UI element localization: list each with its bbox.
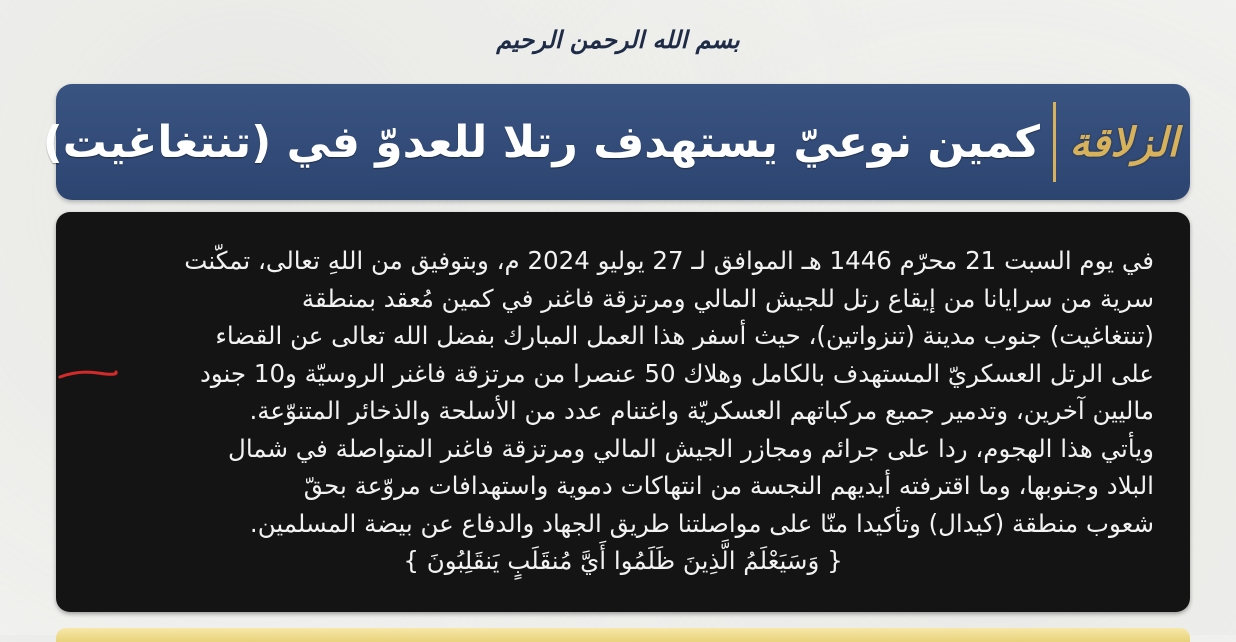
al-zallaqa-logo: [1069, 94, 1179, 190]
statement-box: [56, 212, 1190, 612]
title-banner: [42, 84, 1190, 200]
bottom-panel-edge: [56, 628, 1190, 642]
statement-line: سرية من سرايانا من إيقاع رتل للجيش المالي ومرتزقة فاغنر في كمين مُعقد بمنطقة: [301, 283, 1154, 313]
logo-text: الزلاقة: [1069, 118, 1179, 166]
quran-quote: { وَسَيَعْلَمُ الَّذِينَ ظَلَمُوا أَيَّ مُنقَلَبٍ يَنقَلِبُونَ }: [403, 546, 843, 575]
statement-line: ماليين آخرين، وتدمير جميع مركباتهم العسكريّة واغتنام عدد من الأسلحة والذخائر المتنوّعة.: [249, 396, 1154, 425]
statement-line: في يوم السبت 21 محرّم 1446 هـ الموافق لـ 27 يوليو 2024 م، وبتوفيق من اللهِ تعالى، تمكّنت: [184, 246, 1154, 275]
statement-line: البلاد وجنوبها، وما اقترفته أيديهم النجسة من انتهاكات دموية واستهدافات مروّعة بحقّ: [303, 471, 1154, 500]
page-title: كمين نوعيّ يستهدف رتلا للعدوّ في (تنتغاغيت): [42, 116, 1040, 168]
title-divider: [1053, 102, 1056, 182]
statement-line: على الرتل العسكريّ المستهدف بالكامل وهلاك 50 عنصرا من مرتزقة فاغنر الروسيّة و10 جنود: [199, 358, 1154, 388]
statement-line: ويأتي هذا الهجوم، ردا على جرائم ومجازر الجيش المالي ومرتزقة فاغنر المتواصلة في شمال: [228, 433, 1154, 463]
basmala-text: بسم الله الرحمن الرحيم: [496, 24, 740, 54]
statement-line: (تنتغاغيت) جنوب مدينة (تنزواتين)، حيث أسفر هذا العمل المبارك بفضل الله تعالى عن القضاء: [215, 321, 1154, 350]
basmala-header: [0, 14, 1236, 64]
red-pen-mark: [58, 368, 118, 380]
statement-line: شعوب منطقة (كيدال) وتأكيدا منّا على مواصلتنا طريق الجهاد والدفاع عن بيضة المسلمين.: [249, 508, 1154, 538]
